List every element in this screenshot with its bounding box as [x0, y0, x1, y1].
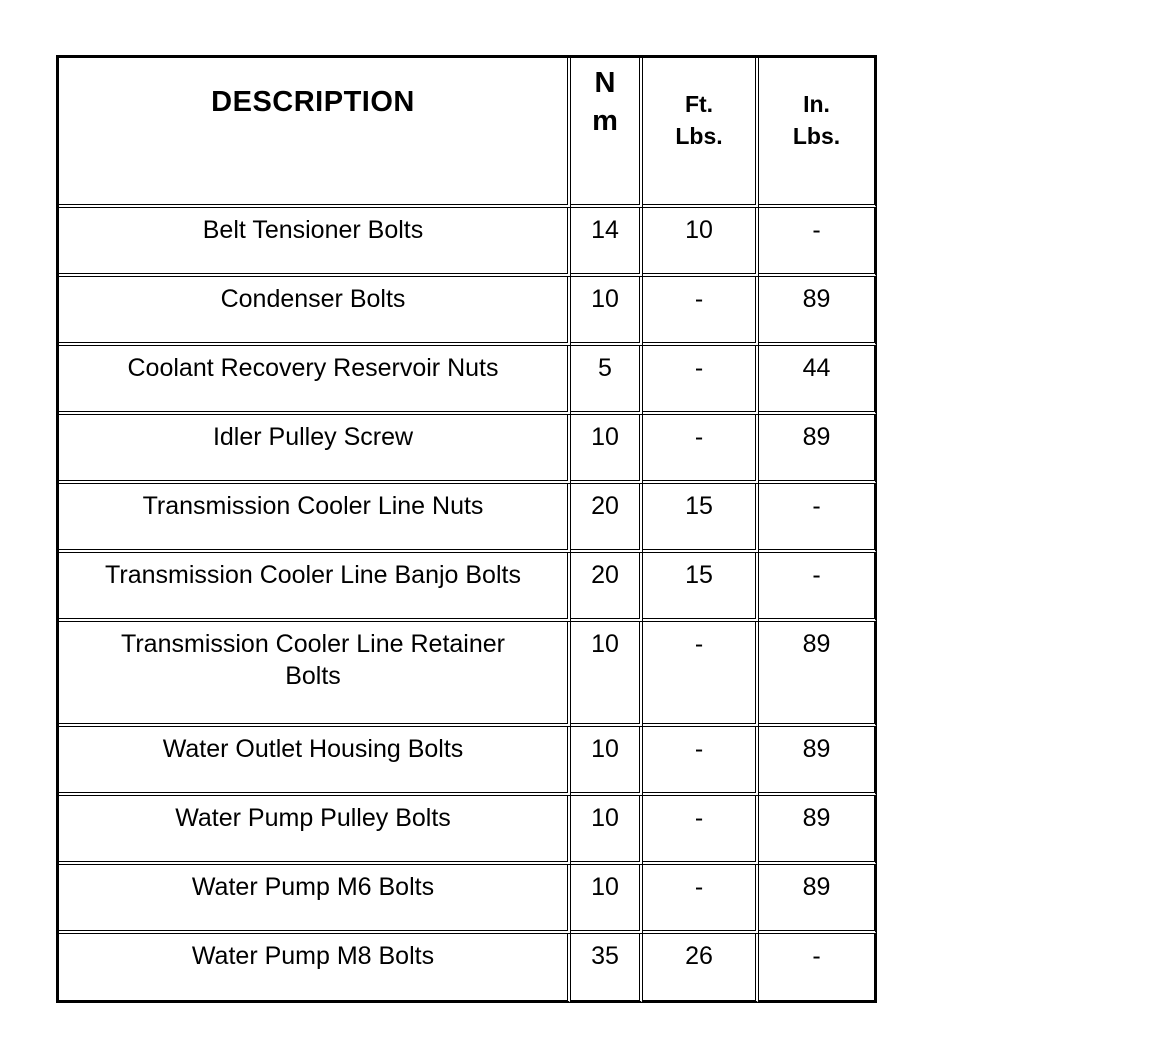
cell-ft-lbs: 26 [643, 934, 759, 1003]
cell-ft-lbs: - [643, 346, 759, 415]
table-row [59, 346, 877, 415]
cell-ft-lbs: 10 [643, 208, 759, 277]
cell-in-lbs: - [759, 934, 877, 1003]
cell-nm: 5 [571, 346, 643, 415]
cell-nm: 10 [571, 865, 643, 934]
cell-description: Transmission Cooler Line Retainer Bolts [59, 622, 571, 726]
cell-nm: 10 [571, 277, 643, 346]
header-in-lbs [759, 58, 877, 208]
cell-in-lbs: - [759, 208, 877, 277]
header-ft-line2: Lbs. [675, 123, 723, 149]
table-row [59, 553, 877, 622]
cell-in-lbs: 44 [759, 346, 877, 415]
cell-nm: 10 [571, 622, 643, 726]
table-row [59, 484, 877, 553]
table-header-row [59, 58, 877, 208]
cell-ft-lbs: - [643, 865, 759, 934]
header-ft-line1: Ft. [684, 91, 714, 117]
cell-ft-lbs: 15 [643, 484, 759, 553]
cell-ft-lbs: - [643, 796, 759, 865]
cell-ft-lbs: - [643, 727, 759, 796]
cell-ft-lbs: - [643, 415, 759, 484]
header-nm [571, 58, 643, 208]
cell-description: Condenser Bolts [59, 277, 571, 346]
table-row [59, 208, 877, 277]
cell-nm: 20 [571, 484, 643, 553]
table-row [59, 865, 877, 934]
cell-description: Belt Tensioner Bolts [59, 208, 571, 277]
header-nm-line1: N [594, 67, 616, 99]
cell-nm: 10 [571, 727, 643, 796]
table-row [59, 277, 877, 346]
cell-in-lbs: 89 [759, 796, 877, 865]
cell-description: Transmission Cooler Line Nuts [59, 484, 571, 553]
cell-description: Water Pump Pulley Bolts [59, 796, 571, 865]
cell-in-lbs: 89 [759, 622, 877, 726]
cell-nm: 10 [571, 796, 643, 865]
header-nm-line2: m [592, 105, 618, 137]
header-in-line1: In. [803, 91, 830, 117]
cell-description: Transmission Cooler Line Banjo Bolts [59, 553, 571, 622]
cell-description: Water Outlet Housing Bolts [59, 727, 571, 796]
cell-description: Coolant Recovery Reservoir Nuts [59, 346, 571, 415]
cell-description: Water Pump M8 Bolts [59, 934, 571, 1003]
cell-description: Idler Pulley Screw [59, 415, 571, 484]
cell-in-lbs: 89 [759, 865, 877, 934]
table-row [59, 727, 877, 796]
cell-in-lbs: 89 [759, 277, 877, 346]
cell-nm: 14 [571, 208, 643, 277]
cell-ft-lbs: 15 [643, 553, 759, 622]
cell-in-lbs: 89 [759, 415, 877, 484]
header-ft-lbs [643, 58, 759, 208]
header-in-line2: Lbs. [792, 123, 841, 149]
table-row [59, 622, 877, 726]
header-description: DESCRIPTION [59, 58, 571, 208]
table-row [59, 934, 877, 1003]
cell-nm: 20 [571, 553, 643, 622]
cell-in-lbs: 89 [759, 727, 877, 796]
cell-in-lbs: - [759, 553, 877, 622]
cell-description: Water Pump M6 Bolts [59, 865, 571, 934]
cell-ft-lbs: - [643, 277, 759, 346]
cell-nm: 35 [571, 934, 643, 1003]
table-body [59, 208, 877, 1003]
table-row [59, 796, 877, 865]
torque-specifications-table [56, 55, 877, 1003]
cell-ft-lbs: - [643, 622, 759, 726]
cell-in-lbs: - [759, 484, 877, 553]
table-row [59, 415, 877, 484]
cell-nm: 10 [571, 415, 643, 484]
